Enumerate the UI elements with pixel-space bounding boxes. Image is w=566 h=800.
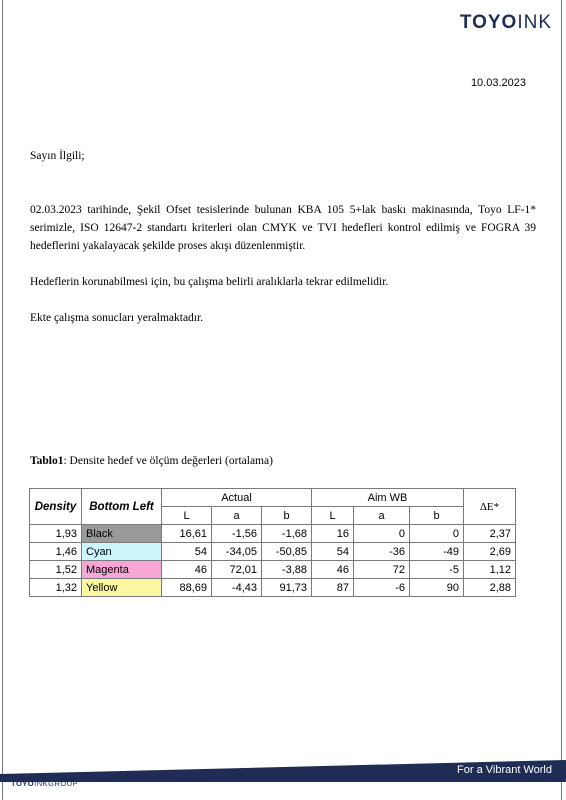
body-paragraph-2: Hedeflerin korunabilmesi için, bu çalışma belirli aralıklarla tekrar edilmelidir.	[30, 276, 389, 288]
letter-date: 10.03.2023	[470, 77, 526, 89]
header-actual: Actual	[162, 489, 312, 507]
table-row	[30, 579, 516, 597]
aim-b: 90	[410, 579, 464, 597]
header-aim-b: b	[410, 507, 464, 525]
page-frame	[2, 0, 562, 800]
aim-l: 16	[312, 525, 354, 543]
actual-b: -3,88	[262, 561, 312, 579]
color-label-black: Black	[82, 525, 162, 543]
density-value: 1,52	[30, 561, 82, 579]
actual-l: 54	[162, 543, 212, 561]
actual-a: -4,43	[212, 579, 262, 597]
aim-a: 72	[354, 561, 410, 579]
actual-a: 72,01	[212, 561, 262, 579]
actual-b: -50,85	[262, 543, 312, 561]
table-caption-text: : Densite hedef ve ölçüm değerleri (ortalama)	[63, 455, 273, 467]
table-row	[30, 525, 516, 543]
aim-b: 0	[410, 525, 464, 543]
header-delta-e: ΔE*	[464, 489, 516, 525]
header-aim-l: L	[312, 507, 354, 525]
density-value: 1,46	[30, 543, 82, 561]
delta-e: 2,37	[464, 525, 516, 543]
table-caption-label: Tablo1	[30, 455, 64, 467]
delta-e: 1,12	[464, 561, 516, 579]
salutation: Sayın İlgili;	[30, 150, 85, 162]
slogan: For a Vibrant World	[457, 764, 552, 776]
actual-l: 88,69	[162, 579, 212, 597]
body-paragraph-3: Ekte çalışma sonucları yeralmaktadır.	[30, 312, 204, 324]
header-aim: Aim WB	[312, 489, 464, 507]
header-density: Density	[30, 489, 82, 525]
color-label-cyan: Cyan	[82, 543, 162, 561]
aim-b: -49	[410, 543, 464, 561]
aim-a: -36	[354, 543, 410, 561]
header-actual-l: L	[162, 507, 212, 525]
actual-l: 16,61	[162, 525, 212, 543]
actual-b: -1,68	[262, 525, 312, 543]
density-results-table	[29, 488, 516, 597]
density-value: 1,32	[30, 579, 82, 597]
body-paragraph-1: 02.03.2023 tarihinde, Şekil Ofset tesislerinde bulunan KBA 105 5+lak baskı makinasında, Toyo LF-1* serimizle, ISO 12647-2 standartı kriterleri olan CMYK ve TVI hedefleri kontrol edilmiş ve FOGRA 39 hedeflerini yakalayacak şekilde proses akışı düzenlenmiştir.	[30, 204, 536, 252]
table-row	[30, 543, 516, 561]
toyo-ink-logo: TOYOINK	[459, 12, 552, 33]
density-value: 1,93	[30, 525, 82, 543]
table-row	[30, 561, 516, 579]
aim-a: 0	[354, 525, 410, 543]
delta-e: 2,88	[464, 579, 516, 597]
color-label-magenta: Magenta	[82, 561, 162, 579]
toyo-ink-group-logo: TOYOINKGROUP	[11, 779, 79, 788]
actual-a: -34,05	[212, 543, 262, 561]
aim-l: 87	[312, 579, 354, 597]
color-label-yellow: Yellow	[82, 579, 162, 597]
header-actual-b: b	[262, 507, 312, 525]
aim-b: -5	[410, 561, 464, 579]
aim-l: 54	[312, 543, 354, 561]
aim-l: 46	[312, 561, 354, 579]
actual-a: -1,56	[212, 525, 262, 543]
delta-e: 2,69	[464, 543, 516, 561]
actual-l: 46	[162, 561, 212, 579]
actual-b: 91,73	[262, 579, 312, 597]
header-bottom-left: Bottom Left	[82, 489, 162, 525]
header-actual-a: a	[212, 507, 262, 525]
aim-a: -6	[354, 579, 410, 597]
table-caption	[30, 455, 273, 467]
header-aim-a: a	[354, 507, 410, 525]
